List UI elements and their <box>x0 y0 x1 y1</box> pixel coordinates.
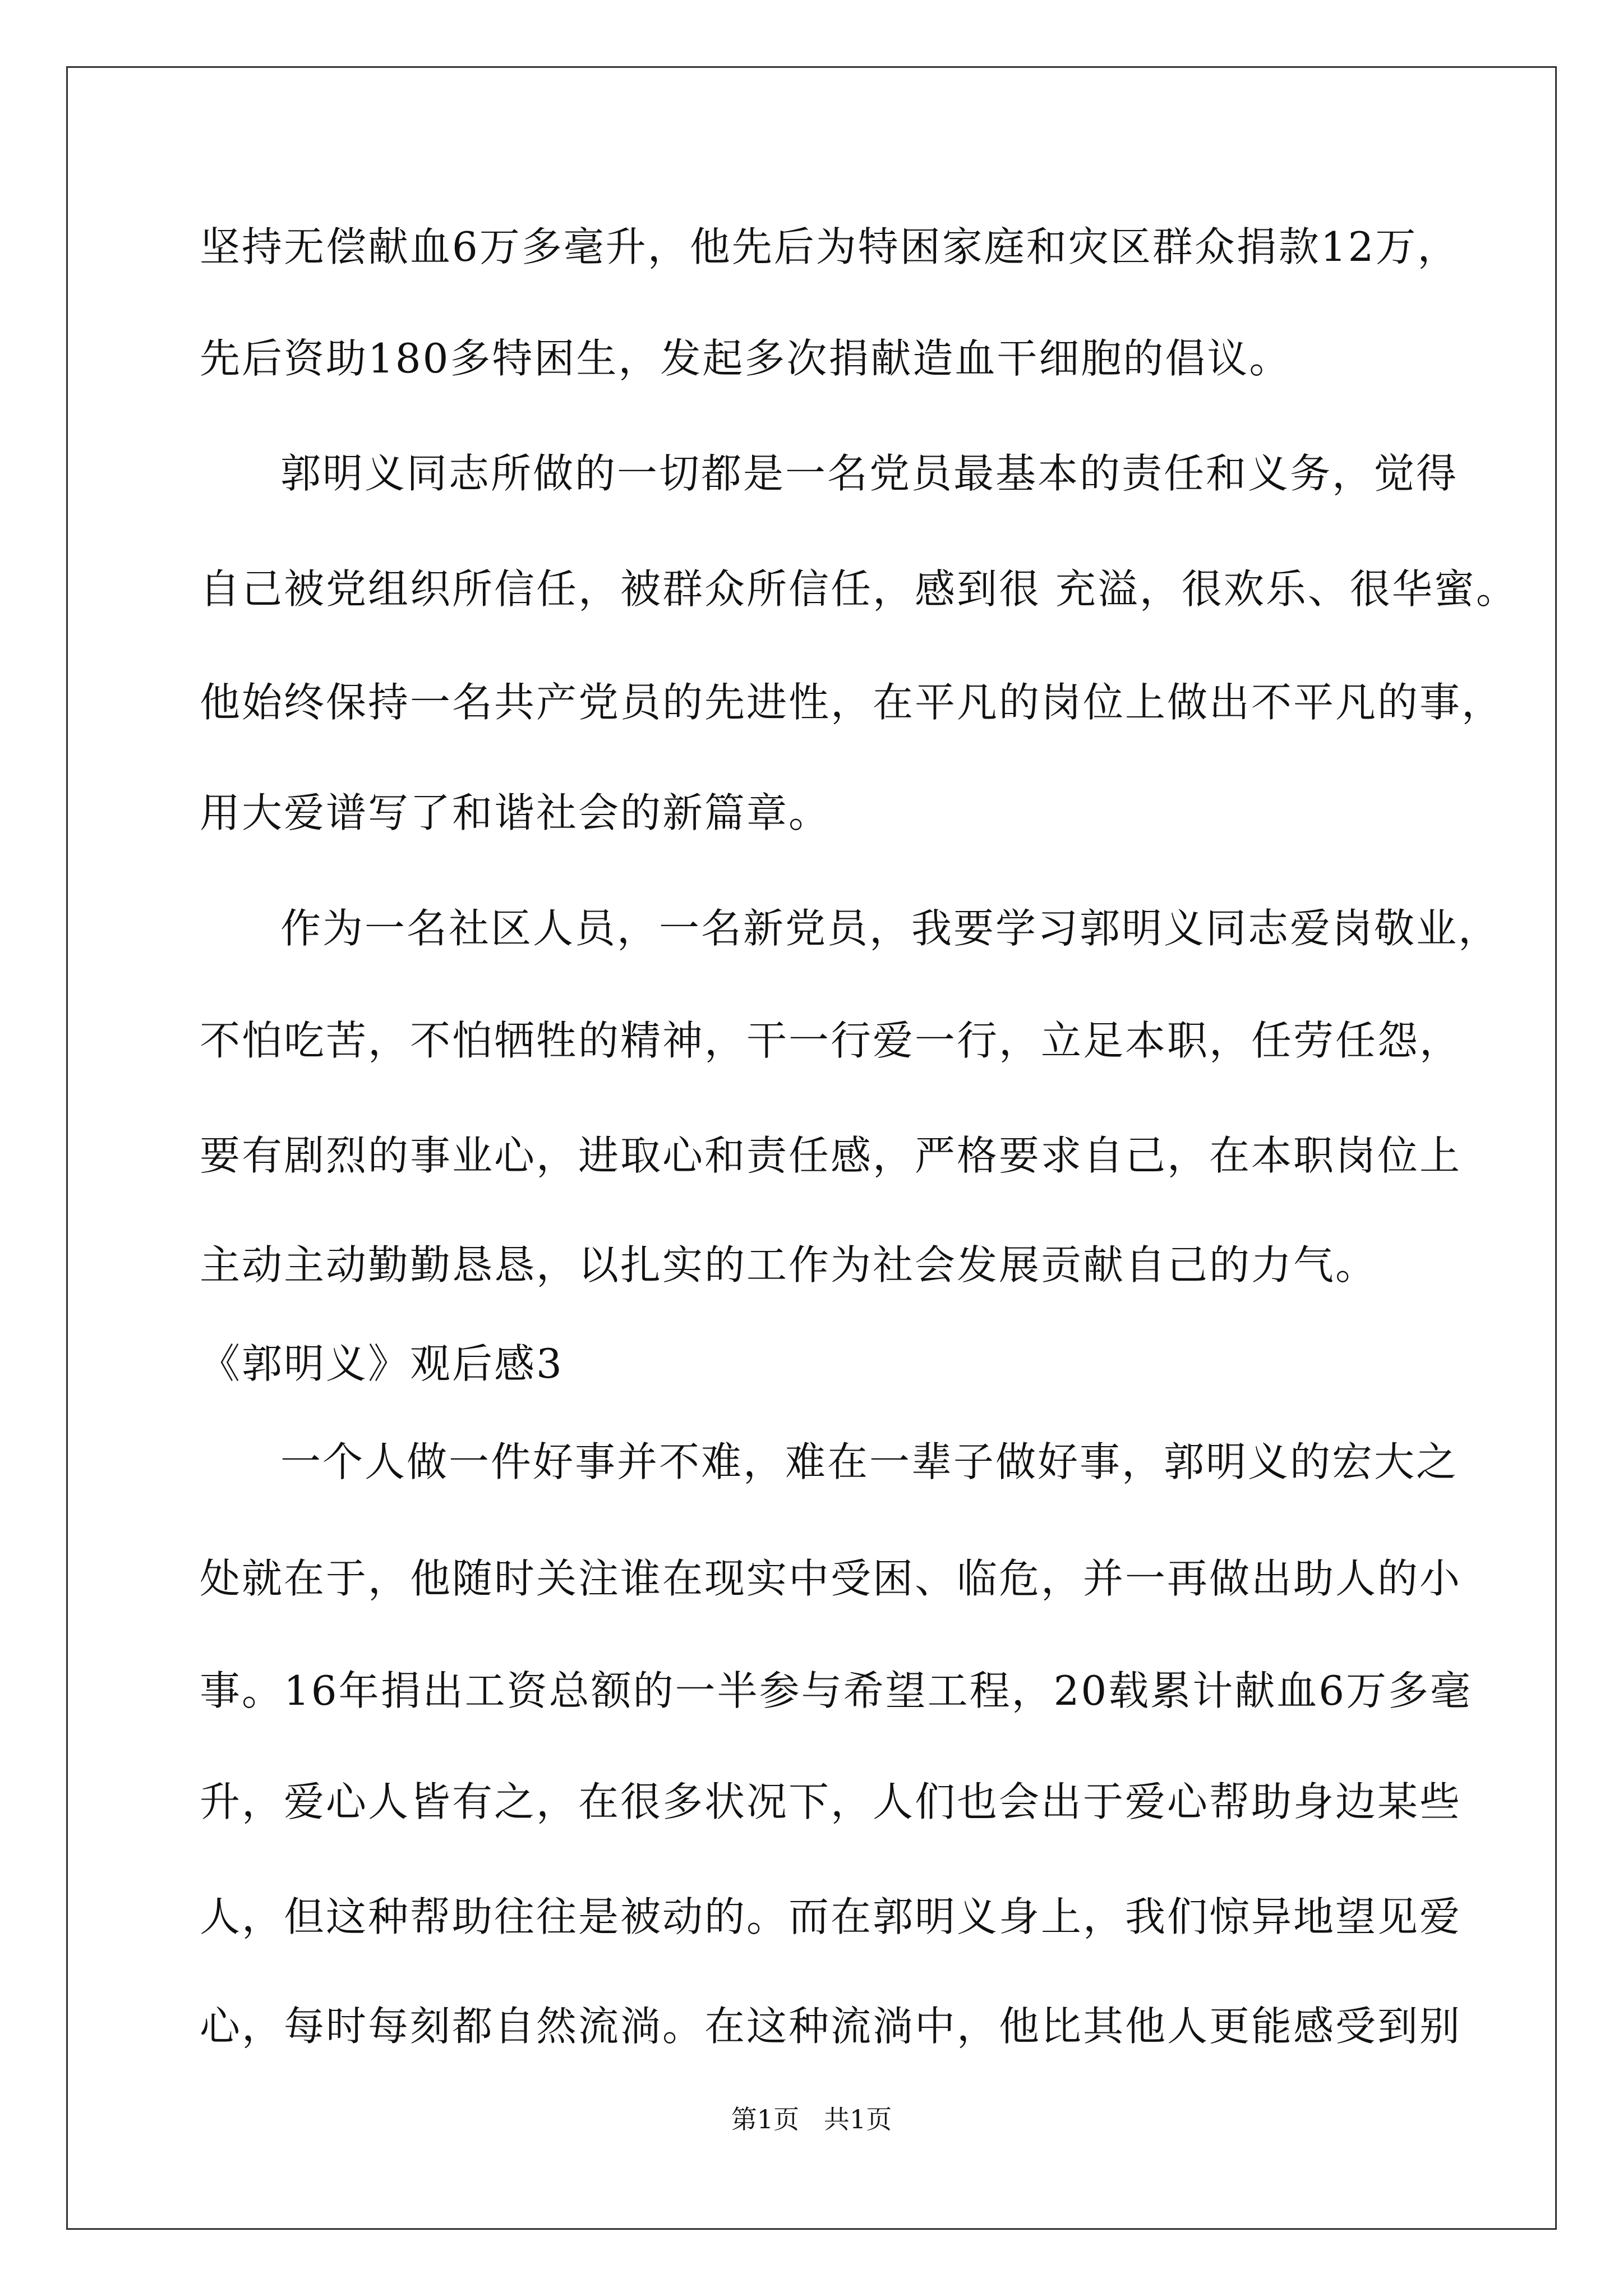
text-line-2: 先后资助180多特困生，发起多次捐献造血干细胞的倡议。 <box>200 335 1292 382</box>
paragraph-start-line-3: 郭明义同志所做的一切都是一名党员最基本的责任和义务，觉得 <box>280 450 1459 497</box>
text-line-15: 升，爱心人皆有之，在很多状况下，人们也会出于爱心帮助身边某些 <box>200 1778 1462 1825</box>
text-line-16: 人，但这种帮助往往是被动的。而在郭明义身上，我们惊异地望见爱 <box>200 1893 1462 1940</box>
text-line-6: 用大爱谱写了和谐社会的新篇章。 <box>200 789 831 836</box>
text-line-13: 处就在于，他随时关注谁在现实中受困、临危，并一再做出助人的小 <box>200 1555 1462 1602</box>
text-line-14: 事。16年捐出工资总额的一半参与希望工程，20载累计献血6万多毫 <box>200 1667 1473 1714</box>
page-footer: 第1页 共1页 <box>731 2104 892 2134</box>
text-line-17: 心，每时每刻都自然流淌。在这种流淌中，他比其他人更能感受到别 <box>200 2003 1462 2050</box>
text-line-10: 主动主动勤勤恳恳，以扎实的工作为社会发展贡献自己的力气。 <box>200 1241 1378 1289</box>
text-line-8: 不怕吃苦，不怕牺牲的精神，干一行爱一行，立足本职，任劳任怨， <box>200 1017 1462 1064</box>
text-line-5: 他始终保持一名共产党员的先进性，在平凡的岗位上做出不平凡的事， <box>200 679 1504 726</box>
section-heading: 《郭明义》观后感3 <box>200 1340 564 1387</box>
text-line-1: 坚持无偿献血6万多毫升，他先后为特困家庭和灾区群众捐款12万， <box>200 223 1460 270</box>
paragraph-start-line-12: 一个人做一件好事并不难，难在一辈子做好事，郭明义的宏大之 <box>280 1438 1459 1485</box>
text-line-4: 自己被党组织所信任，被群众所信任，感到很 充溢，很欢乐、很华蜜。 <box>200 565 1518 613</box>
paragraph-start-line-7: 作为一名社区人员，一名新党员，我要学习郭明义同志爱岗敬业， <box>280 905 1501 952</box>
text-line-9: 要有剧烈的事业心，进取心和责任感，严格要求自己，在本职岗位上 <box>200 1132 1462 1179</box>
